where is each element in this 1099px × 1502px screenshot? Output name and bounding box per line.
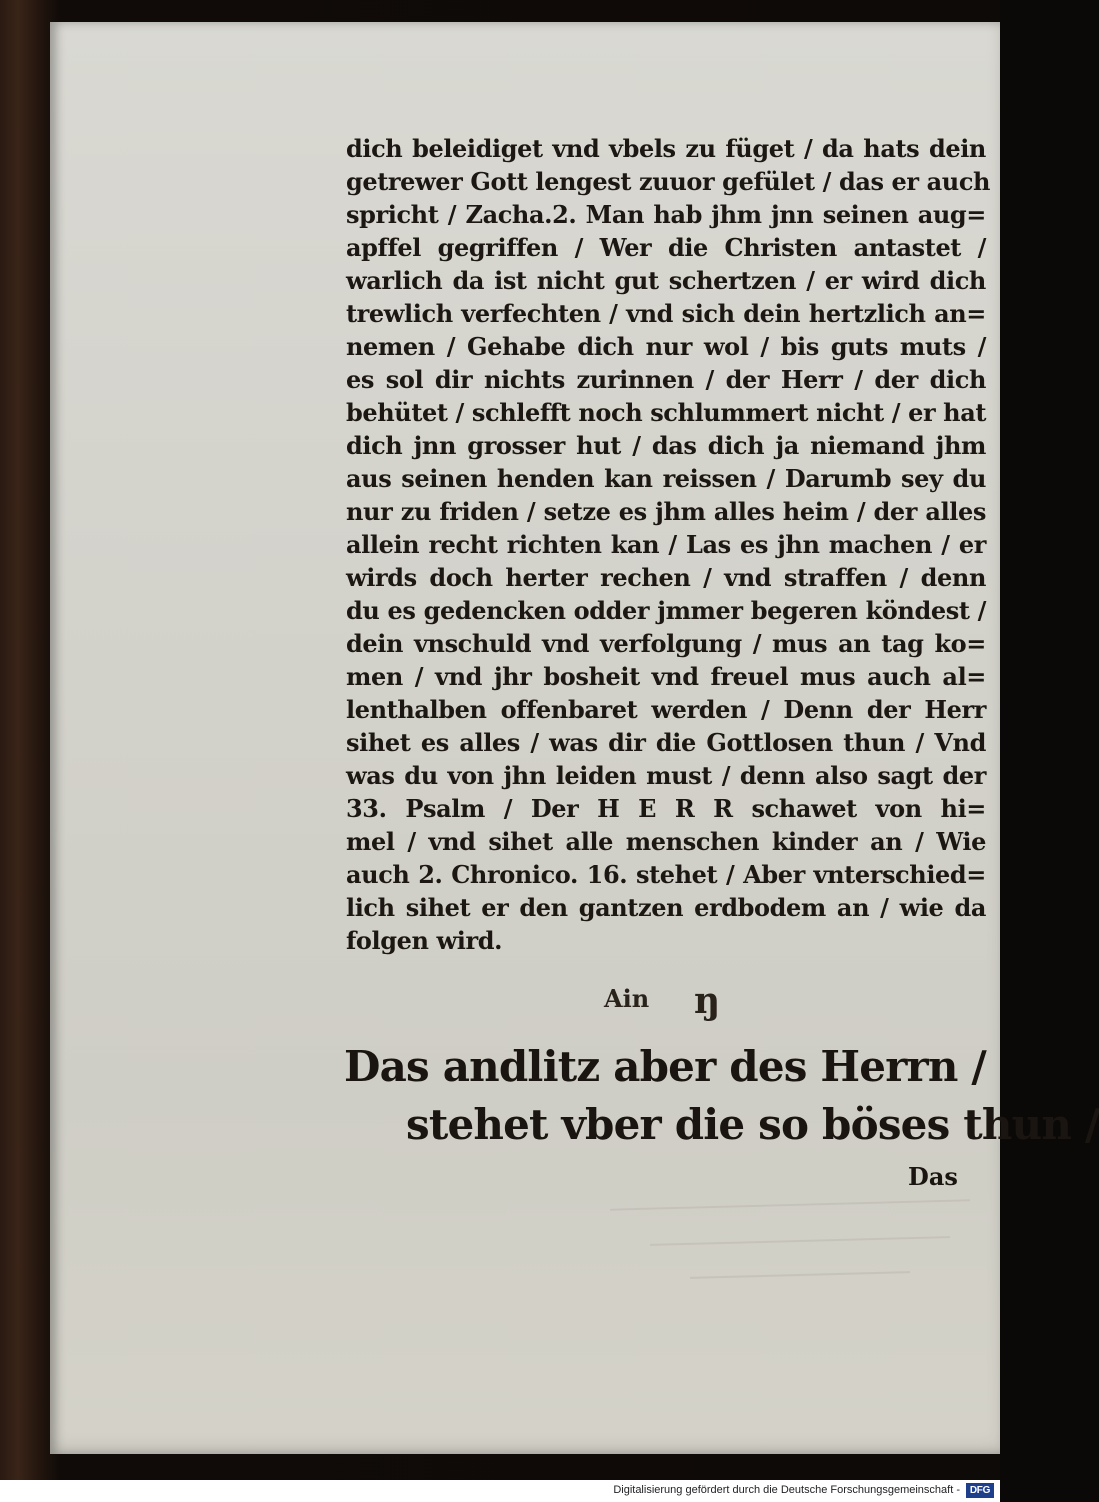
text-line: mel / vnd sihet alle menschen kinder an / Wie [346,827,986,856]
text-line: allein recht richten kan / Las es jhn machen / er [346,530,986,559]
text-line: spricht / Zacha.2. Man hab jhm jnn seinen aug= [346,200,986,229]
bleed-through-line [690,1271,910,1279]
text-line: 33. Psalm / Der H E R R schawet von hi= [346,794,986,823]
dfg-logo: DFG [966,1483,994,1498]
text-line: apffel gegriffen / Wer die Christen antastet / [346,233,986,262]
text-line: was du von jhn leiden must / denn also sagt der [346,761,986,790]
text-line: aus seinen henden kan reissen / Darumb sey du [346,464,986,493]
catchword: Das [908,1162,958,1191]
text-line: wirds doch herter rechen / vnd straffen / denn [346,563,986,592]
catchline-word: Ain [604,984,650,1013]
text-line: nemen / Gehabe dich nur wol / bis guts muts / [346,332,986,361]
heading-line-1: Das andlitz aber des Herrn / [344,1042,986,1091]
text-line: lich sihet er den gantzen erdbodem an / wie da [346,893,986,922]
text-line: warlich da ist nicht gut schertzen / er wird dich [346,266,986,295]
text-line: behütet / schlefft noch schlummert nicht / er hat [346,398,987,427]
bleed-through-line [610,1199,970,1210]
book-page [50,22,1099,1454]
text-line: du es gedencken odder jmmer begeren köndest / [346,596,986,625]
text-line: dein vnschuld vnd verfolgung / mus an tag ko= [346,629,986,658]
text-line: men / vnd jhr bosheit vnd freuel mus auch al= [346,662,986,691]
text-line: folgen wird. [346,926,503,955]
funding-notice: Digitalisierung gefördert durch die Deutsche Forschungsgemeinschaft - [613,1484,960,1496]
signature-mark: ŋ [694,980,721,1022]
text-line: dich jnn grosser hut / das dich ja niemand jhm [346,431,986,460]
text-line: auch 2. Chronico. 16. stehet / Aber vnterschied= [346,860,986,889]
text-line: dich beleidiget vnd vbels zu füget / da hats dein [346,134,986,163]
text-line: nur zu friden / setze es jhm alles heim / der alles [346,497,986,526]
text-line: getrewer Gott lengest zuuor gefület / das er auch [346,167,991,196]
heading-line-2: stehet vber die so böses thun / [406,1100,1099,1149]
catchline [604,980,804,1020]
bleed-through-line [650,1236,950,1246]
text-line: trewlich verfechten / vnd sich dein hertzlich an= [346,299,986,328]
body-text [346,132,991,957]
text-line: lenthalben offenbaret werden / Denn der Herr [346,695,986,724]
funding-footer [0,1480,1000,1502]
text-line: sihet es alles / was dir die Gottlosen thun / Vnd [346,728,986,757]
text-line: es sol dir nichts zurinnen / der Herr / der dich [346,365,986,394]
